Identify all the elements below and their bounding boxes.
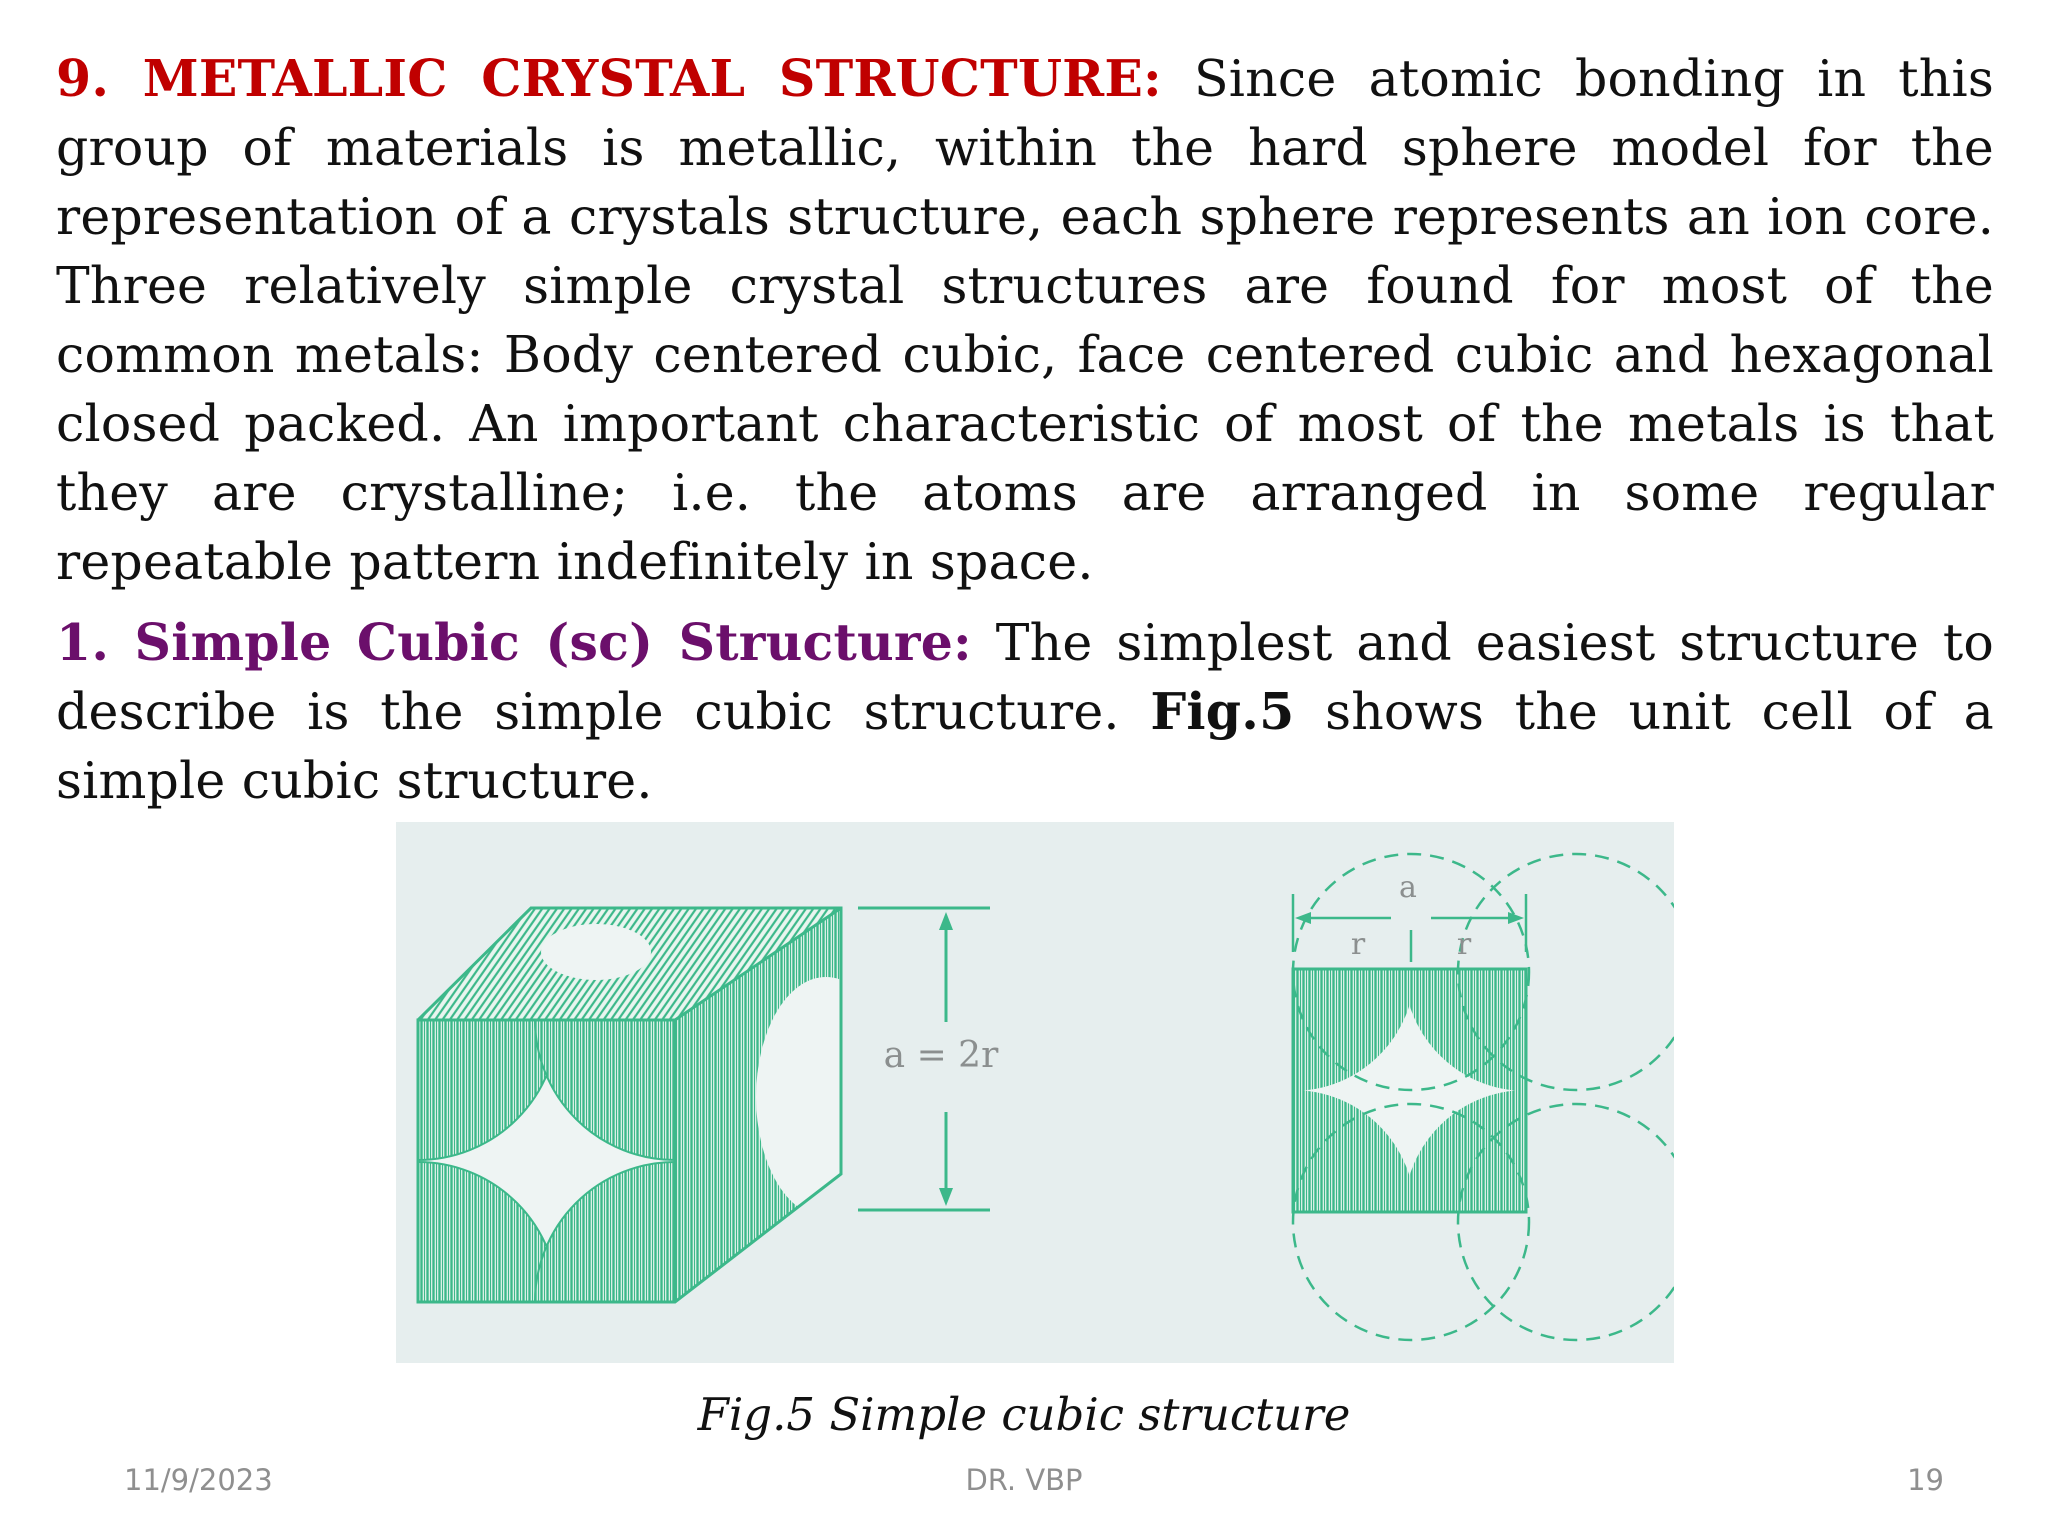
subsection-text-1: The simplest and easiest structure to describe is the simple cubic structure.	[56, 613, 1994, 741]
cube-drawing	[396, 880, 896, 1363]
figure-caption: Fig.5 Simple cubic structure	[697, 1388, 1351, 1441]
subsection-heading: 1. Simple Cubic (sc) Structure:	[56, 613, 972, 672]
subsection-paragraph	[56, 608, 1994, 815]
label-a: a	[1399, 870, 1417, 905]
label-r-left: r	[1350, 927, 1366, 962]
square-drawing	[1171, 847, 1674, 1340]
footer-date: 11/9/2023	[124, 1463, 273, 1497]
figure-reference: Fig.5	[1150, 682, 1295, 741]
section-paragraph	[56, 44, 1994, 596]
figure-drawing	[396, 822, 1674, 1363]
footer-page-number: 19	[1907, 1463, 1944, 1497]
footer-author: DR. VBP	[965, 1463, 1083, 1497]
subsection-text-2: shows the unit cell of a simple cubic structure.	[56, 682, 1994, 810]
section-text: Since atomic bonding in this group of materials is metallic, within the hard sphere model for the representation of a crystals structure, each sphere represents an ion core. Three relatively simple crystal structures are found for most of the common metals: Body centered cubic, face centered cubic and hexagonal closed packed. An important characteristic of most of the metals is that they are crystalline; i.e. the atoms are arranged in some regular repeatable pattern indefinitely in space.	[56, 49, 1994, 591]
section-heading: 9. METALLIC CRYSTAL STRUCTURE:	[56, 49, 1162, 108]
simple-cubic-figure	[396, 822, 1674, 1363]
label-r-right: r	[1456, 927, 1472, 962]
label-a-eq-2r: a = 2r	[883, 1035, 999, 1076]
